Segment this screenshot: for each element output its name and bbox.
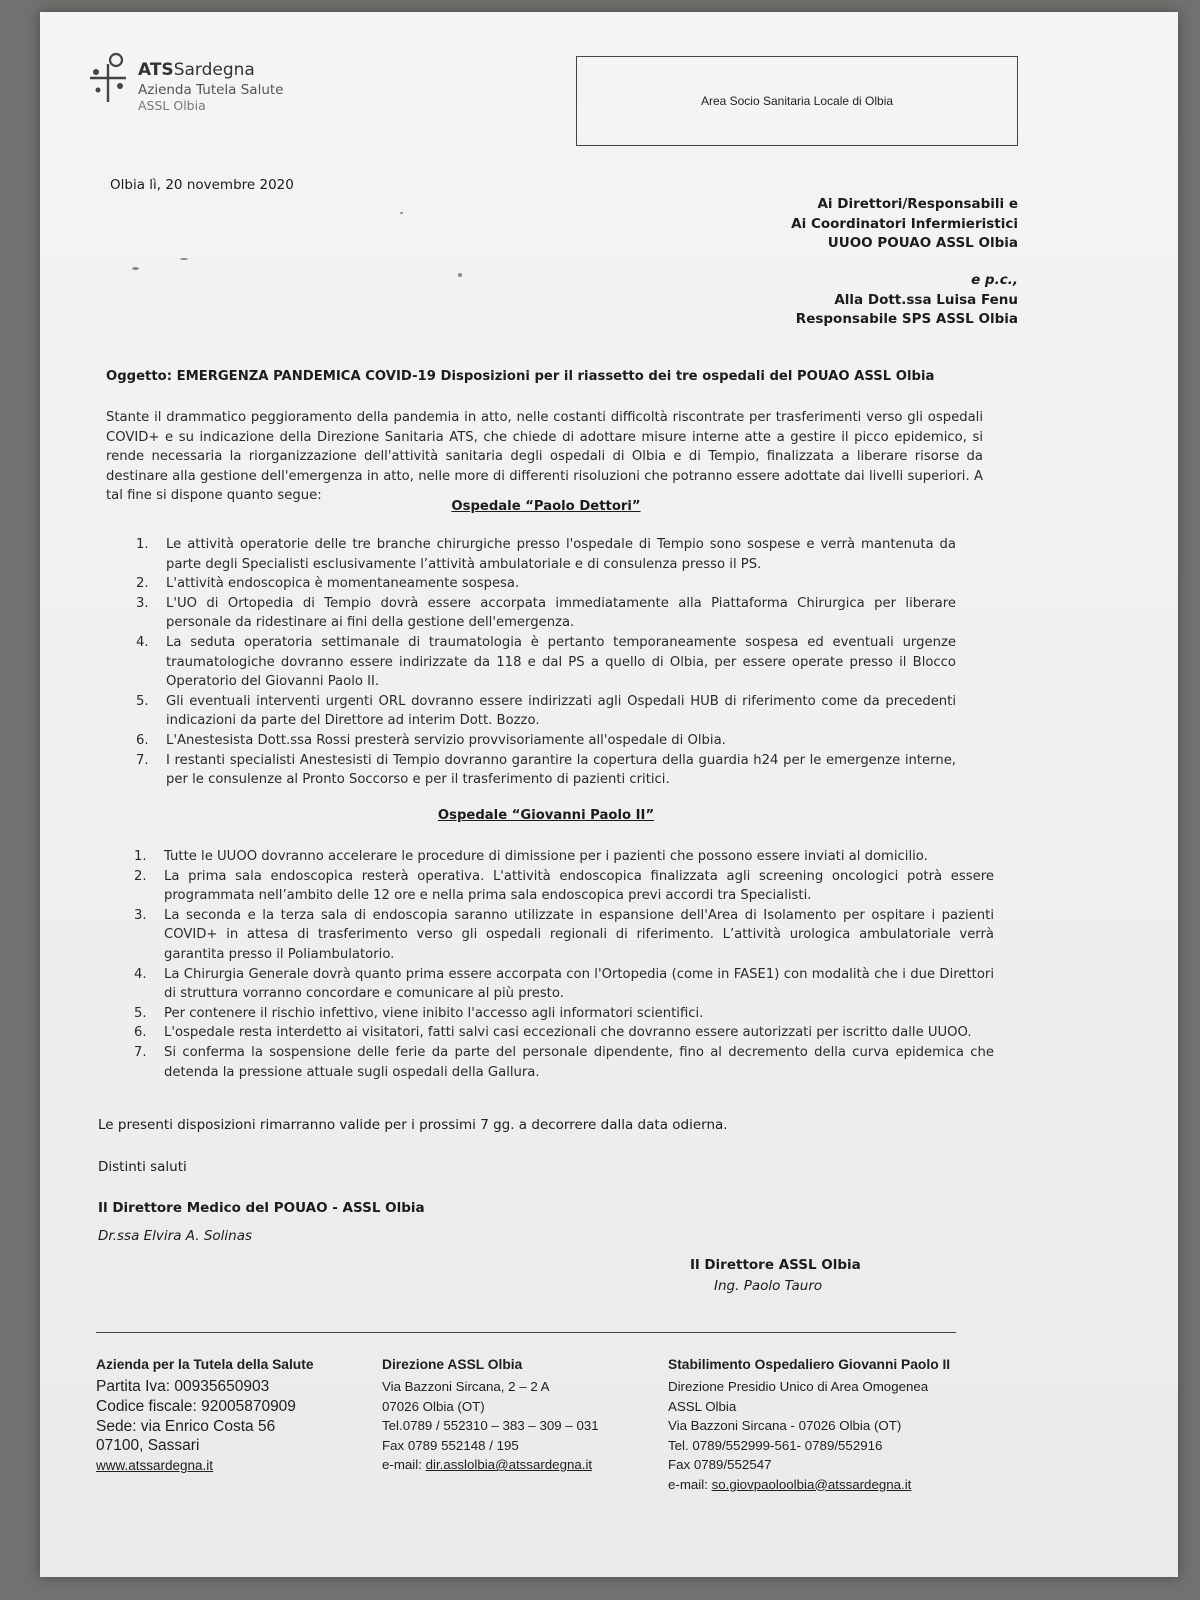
list-item [134, 867, 994, 906]
footer-line: Codice fiscale: 92005870909 [96, 1397, 296, 1415]
signature2-role: Il Direttore ASSL Olbia [690, 1257, 861, 1273]
footer-line: Tel. 0789/552999-561- 0789/552916 [668, 1437, 883, 1453]
footer-line: Via Bazzoni Sircana - 07026 Olbia (OT) [668, 1418, 902, 1433]
list-item-text: La seduta operatoria settimanale di traumatologia è pertanto temporaneamente sospesa ed eventuali urgenze traumatologiche dovranno essere indirizzate da 118 e dal PS a quello di Olbia, per essere operate presso il Blocco Operatorio del Giovanni Paolo II. [166, 634, 956, 690]
list-item [136, 692, 956, 731]
list-item-text: Le attività operatorie delle tre branche chirurgiche presso l'ospedale di Tempio sono sospese e verrà mantenuta da parte degli Specialisti esclusivamente l’attività ambulatoriale e di consulenza presso il PS. [166, 537, 956, 572]
ats-logo [86, 50, 286, 130]
letter-subject: Oggetto: EMERGENZA PANDEMICA COVID-19 Disposizioni per il riassetto dei tre ospedali del POUAO ASSL Olbia [106, 369, 935, 384]
list-item-text: L'ospedale resta interdetto ai visitatori, fatti salvi casi eccezionali che dovranno essere autorizzati per iscritto dalle UUOO. [164, 1025, 972, 1041]
email-link[interactable]: so.giovpaoloolbia@atssardegna.it [711, 1476, 912, 1492]
list-item-text: La seconda e la terza sala di endoscopia saranno utilizzate in espansione dell'Area di Isolamento per ospitare i pazienti COVID+ in attesa di trasferimento verso gli ospedali regionali di riferimento. L’attività urologica ambulatoriale verrà garantita presso il Poliambulatorio. [164, 907, 994, 962]
area-header-box: Area Socio Sanitaria Locale di Olbia [576, 56, 1018, 146]
footer-col-ats [96, 1357, 314, 1476]
greeting: Distinti saluti [98, 1159, 187, 1175]
footer-col-direzione [382, 1357, 599, 1475]
list-item [136, 731, 956, 751]
footer-heading: Stabilimento Ospedaliero Giovanni Paolo II [668, 1357, 951, 1372]
document-page [40, 12, 1178, 1577]
list-item-number: 6. [136, 732, 149, 748]
logo-subtitle: Azienda Tutela Salute [138, 82, 284, 98]
recipient-line: UUOO POUAO ASSL Olbia [827, 235, 1018, 251]
footer-line: Partita Iva: 00935650903 [96, 1378, 270, 1395]
footer-line: Via Bazzoni Sircana, 2 – 2 A [382, 1379, 550, 1394]
signature1-name: Dr.ssa Elvira A. Solinas [98, 1228, 253, 1244]
list-item-number: 4. [134, 966, 147, 982]
list-item [136, 594, 956, 633]
cc-line: Alla Dott.ssa Luisa Fenu [834, 291, 1018, 308]
footer-line: Direzione Presidio Unico di Area Omogenea [668, 1379, 929, 1394]
list-item-number: 2. [136, 576, 149, 592]
list-item-text: Si conferma la sospensione delle ferie da parte del personale dipendente, fino al decremento della curva epidemica che detenda la pressione attuale sugli ospedali della Gallura. [164, 1044, 994, 1080]
footer-line: Tel.0789 / 552310 – 383 – 309 – 031 [382, 1418, 599, 1433]
list-item-text: La Chirurgia Generale dovrà quanto prima essere accorpata con l'Ortopedia (come in FASE1) con modalità che i due Direttori di struttura vorranno concordare e comunicare al più presto. [164, 966, 994, 1002]
section2-list [134, 847, 994, 1082]
recipient-line: Ai Coordinatori Infermieristici [791, 215, 1018, 232]
list-item-text: Tutte le UUOO dovranno accelerare le procedure di dimissione per i pazienti che possono essere inviati al domicilio. [164, 849, 928, 864]
paper-speck [132, 267, 139, 270]
footer-divider [96, 1332, 956, 1333]
footer-line: Fax 0789/552547 [668, 1457, 772, 1472]
footer-line: Fax 0789 552148 / 195 [382, 1437, 519, 1453]
footer-col-stabilimento [668, 1357, 950, 1494]
ats-cross-icon [86, 50, 132, 106]
cc-line: Responsabile SPS ASSL Olbia [795, 311, 1018, 327]
section1-list [136, 535, 956, 790]
paper-speck [400, 212, 403, 214]
list-item-number: 7. [136, 752, 149, 768]
section-title-paolo-dettori: Ospedale “Paolo Dettori” [451, 499, 641, 514]
recipient-line: Ai Direttori/Responsabili e [817, 196, 1018, 212]
footer-email-row: e-mail: dir.asslolbia@atssardegna.it [382, 1457, 593, 1472]
list-item-text: L'UO di Ortopedia di Tempio dovrà essere accorpata immediatamente alla Piattaforma Chirurgica per liberare personale da ridestinare ai fini della gestione dell'emergenza. [166, 595, 956, 631]
intro-paragraph: Stante il drammatico peggioramento della pandemia in atto, nelle costanti difficoltà riscontrate per trasferimenti verso gli ospedali COVID+ e su indicazione della Direzione Sanitaria ATS, che chiede di adottare misure interne atte a gestire il picco epidemico, si rende necessaria la riorganizzazione dell'attività sanitaria degli ospedali di Olbia e di Tempio, finalizzata a liberare risorse da destinare alla gestione dell'emergenza in atto, nelle more di differenti risoluzioni che potranno essere adottate dai livelli superiori. A tal fine si dispone quanto segue: [106, 410, 983, 504]
footer-line: ASSL Olbia [668, 1398, 737, 1414]
paper-speck [458, 273, 462, 277]
list-item [134, 847, 994, 867]
footer-heading: Direzione ASSL Olbia [382, 1357, 523, 1372]
list-item [134, 1043, 994, 1082]
list-item-text: Per contenere il rischio infettivo, viene inibito l'accesso agli informatori scientifici. [164, 1005, 704, 1021]
list-item-number: 1. [134, 849, 147, 864]
logo-brand: ATSSardegna [138, 60, 255, 80]
list-item [134, 965, 994, 1004]
list-item [136, 574, 956, 594]
signature1-role: Il Direttore Medico del POUAO - ASSL Olbia [98, 1200, 425, 1216]
list-item [134, 1023, 994, 1043]
email-link[interactable]: dir.asslolbia@atssardegna.it [425, 1457, 593, 1472]
list-item [136, 535, 956, 574]
website-link[interactable]: www.atssardegna.it [96, 1458, 214, 1474]
cc-label: e p.c., [971, 272, 1018, 288]
list-item-text: L'attività endoscopica è momentaneamente sospesa. [166, 576, 520, 592]
footer-heading: Azienda per la Tutela della Salute [96, 1357, 314, 1372]
list-item-text: L'Anestesista Dott.ssa Rossi presterà servizio provvisoriamente all'ospedale di Olbia. [166, 732, 726, 748]
list-item [134, 906, 994, 965]
footer-line: 07026 Olbia (OT) [382, 1398, 485, 1414]
logo-unit: ASSL Olbia [138, 98, 206, 113]
list-item-number: 7. [134, 1044, 147, 1060]
list-item-number: 4. [136, 634, 149, 650]
list-item-number: 1. [136, 537, 149, 552]
footer-email-row: e-mail: so.giovpaoloolbia@atssardegna.it [668, 1476, 912, 1492]
letter-date: Olbia lì, 20 novembre 2020 [110, 177, 294, 193]
paper-speck [180, 258, 188, 260]
section-title-giovanni-paolo: Ospedale “Giovanni Paolo II” [437, 808, 655, 823]
list-item-text: La prima sala endoscopica resterà operativa. L'attività endoscopica finalizzata agli screening oncologici potrà essere programmata nell’ambito delle 12 ore e nella prima sala endoscopica previ accordi tra Specialisti. [164, 868, 994, 904]
list-item [136, 633, 956, 692]
list-item-number: 6. [134, 1025, 147, 1041]
list-item-text: I restanti specialisti Anestesisti di Tempio dovranno garantire la copertura della guardia h24 per le emergenze interne, per le consulenze al Pronto Soccorso e per il trasferimento di pazienti critici. [166, 752, 956, 788]
list-item [134, 1004, 994, 1024]
list-item-number: 5. [134, 1005, 147, 1021]
list-item-number: 3. [136, 595, 149, 611]
list-item [136, 751, 956, 790]
cc-block [796, 271, 1018, 330]
closing-paragraph: Le presenti disposizioni rimarranno valide per i prossimi 7 gg. a decorrere dalla data odierna. [98, 1117, 728, 1133]
recipients-block [791, 195, 1018, 254]
signature2-name: Ing. Paolo Tauro [714, 1278, 823, 1294]
footer-line: Sede: via Enrico Costa 56 [96, 1417, 276, 1435]
list-item-number: 3. [134, 907, 147, 923]
list-item-number: 5. [136, 693, 149, 709]
list-item-number: 2. [134, 868, 147, 884]
list-item-text: Gli eventuali interventi urgenti ORL dovranno essere indirizzati agli Ospedali HUB di riferimento come da precedenti indicazioni da parte del Direttore ad interim Dott. Bozzo. [166, 693, 956, 729]
footer-line: 07100, Sassari [96, 1437, 200, 1455]
